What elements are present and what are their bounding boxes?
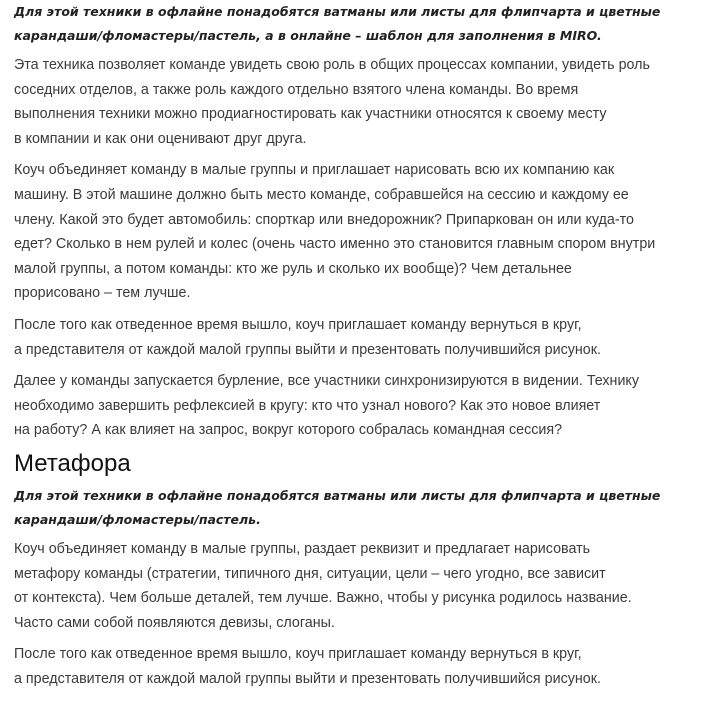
text-line: соседних отделов, а также роль каждого отдельно взятого члена команды. Во время	[14, 81, 579, 98]
text-line: Часто сами собой появляются девизы, слоганы.	[14, 614, 335, 631]
text-line: выполнения техники можно продиагностировать как участники относятся к своему месту	[14, 106, 607, 123]
text-line: метафору команды (стратегии, типичного дня, ситуации, цели – чего угодно, все зависит	[14, 565, 606, 582]
text-line: члену. Какой это будет автомобиль: спорткар или внедорожник? Припаркован он или куда-то	[14, 211, 634, 228]
materials-note	[14, 0, 710, 48]
text-line: Коуч объединяет команду в малые группы, раздает реквизит и предлагает нарисовать	[14, 540, 591, 557]
paragraph	[14, 537, 710, 635]
paragraph	[14, 53, 710, 151]
text-line: После того как отведенное время вышло, коуч приглашает команду вернуться в круг,	[14, 646, 582, 663]
paragraph	[14, 313, 710, 362]
text-line: карандаши/фломастеры/пастель, а в онлайне – шаблон для заполнения в MIRO.	[14, 28, 602, 43]
materials-note	[14, 484, 710, 532]
text-line: После того как отведенное время вышло, коуч приглашает команду вернуться в круг,	[14, 316, 582, 333]
paragraph	[14, 158, 710, 306]
text-line: едет? Сколько в нем рулей и колес (очень часто именно это становится главным спором внутри	[14, 236, 656, 253]
text-line: а представителя от каждой малой группы выйти и презентовать получившийся рисунок.	[14, 670, 601, 687]
paragraph	[14, 642, 710, 691]
text-line: Для этой техники в офлайне понадобятся ватманы или листы для флипчарта и цветные	[14, 4, 661, 19]
text-line: Для этой техники в офлайне понадобятся ватманы или листы для флипчарта и цветные	[14, 487, 661, 503]
paragraph	[14, 369, 710, 443]
text-line: Далее у команды запускается бурление, все участники синхронизируются в видении. Технику	[14, 373, 639, 390]
text-line: малой группы, а потом команды: кто же руль и сколько их вообще)? Чем детальнее	[14, 260, 572, 277]
text-line: карандаши/фломастеры/пастель.	[14, 511, 261, 527]
text-line: необходимо завершить рефлексией в кругу: кто что узнал нового? Как это новое влияет	[14, 397, 601, 414]
text-line: Коуч объединяет команду в малые группы и приглашает нарисовать всю их компанию как	[14, 162, 615, 179]
text-line: от контекста). Чем больше деталей, тем лучше. Важно, чтобы у рисунка родилось название.	[14, 590, 632, 607]
text-line: на работу? А как влияет на запрос, вокруг которого собралась командная сессия?	[14, 422, 563, 439]
text-line: в компании и как они оценивают друг друга.	[14, 130, 307, 147]
text-line: прорисовано – тем лучше.	[14, 285, 191, 302]
text-line: а представителя от каждой малой группы выйти и презентовать получившийся рисунок.	[14, 341, 601, 358]
section-heading: Метафора	[14, 449, 131, 477]
text-line: Эта техника позволяет команде увидеть свою роль в общих процессах компании, увидеть роль	[14, 57, 650, 73]
article-content	[14, 0, 710, 698]
text-line: машину. В этой машине должно быть место команде, собравшейся на сессию и каждому ее	[14, 186, 629, 203]
